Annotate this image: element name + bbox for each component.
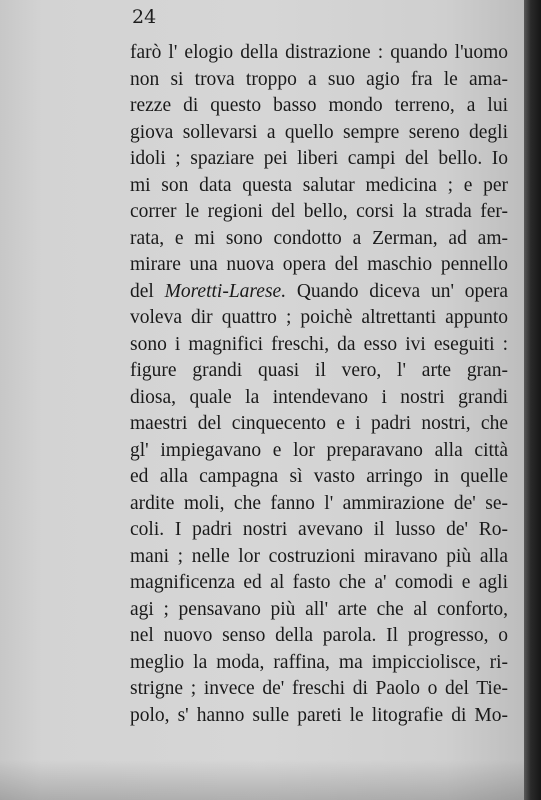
text-line-3: rezze di questo basso mondo terreno, a lui <box>130 95 508 116</box>
text-line-10 <box>130 279 508 306</box>
text-line-10-before: del <box>130 280 165 302</box>
text-line-13: figure grandi quasi il vero, l' arte gran- <box>130 360 508 381</box>
text-line-22: agi ; pensavano più all' arte che al conforto, <box>130 598 508 620</box>
text-line-21: magnificenza ed al fasto che a' comodi e agli <box>130 572 508 593</box>
body-text <box>130 40 508 729</box>
text-line-10-after: Quando diceva un' opera <box>286 280 509 302</box>
text-line-12: sono i magnifici freschi, da esso ivi eseguiti : <box>130 333 508 355</box>
text-line-5: idoli ; spaziare pei liberi campi del bello. Io <box>130 148 508 169</box>
book-spine-edge <box>524 0 541 800</box>
text-line-16: gl' impiegavano e lor preparavano alla città <box>130 439 508 461</box>
text-line-17: ed alla campagna sì vasto arringo in quelle <box>130 466 508 487</box>
text-line-4: giova sollevarsi a quello sempre sereno degli <box>130 121 508 143</box>
text-line-18: ardite moli, che fanno l' ammirazione de' se- <box>130 492 508 514</box>
text-line-26: polo, s' hanno sulle pareti le litografie di Mo- <box>130 704 508 726</box>
text-line-9: mirare una nuova opera del maschio pennello <box>130 254 508 275</box>
text-line-19: coli. I padri nostri avevano il lusso de' Ro- <box>130 519 508 540</box>
page-bottom-shadow <box>0 760 524 800</box>
text-line-25: strigne ; invece de' freschi di Paolo o del Tie- <box>130 678 508 699</box>
text-line-20: mani ; nelle lor costruzioni miravano più alla <box>130 545 508 567</box>
text-line-15: maestri del cinquecento e i padri nostri, che <box>130 413 508 434</box>
text-line-24: meglio la moda, raffina, ma impicciolisce, ri- <box>130 651 508 673</box>
text-line-2: non si trova troppo a suo agio fra le ama- <box>130 68 508 90</box>
text-line-8: rata, e mi sono condotto a Zerman, ad am- <box>130 227 508 249</box>
text-line-14: diosa, quale la intendevano i nostri grandi <box>130 386 508 408</box>
text-line-1: farò l' elogio della distrazione : quando l'uomo <box>130 42 508 63</box>
text-line-7: correr le regioni del bello, corsi la strada fer- <box>130 201 508 222</box>
page-number: 24 <box>132 6 157 28</box>
text-line-11: voleva dir quattro ; poichè altrettanti appunto <box>130 307 508 328</box>
text-line-23: nel nuovo senso della parola. Il progresso, o <box>130 625 508 646</box>
text-line-6: mi son data questa salutar medicina ; e per <box>130 174 508 196</box>
author-name: Moretti-Larese. <box>164 280 287 302</box>
